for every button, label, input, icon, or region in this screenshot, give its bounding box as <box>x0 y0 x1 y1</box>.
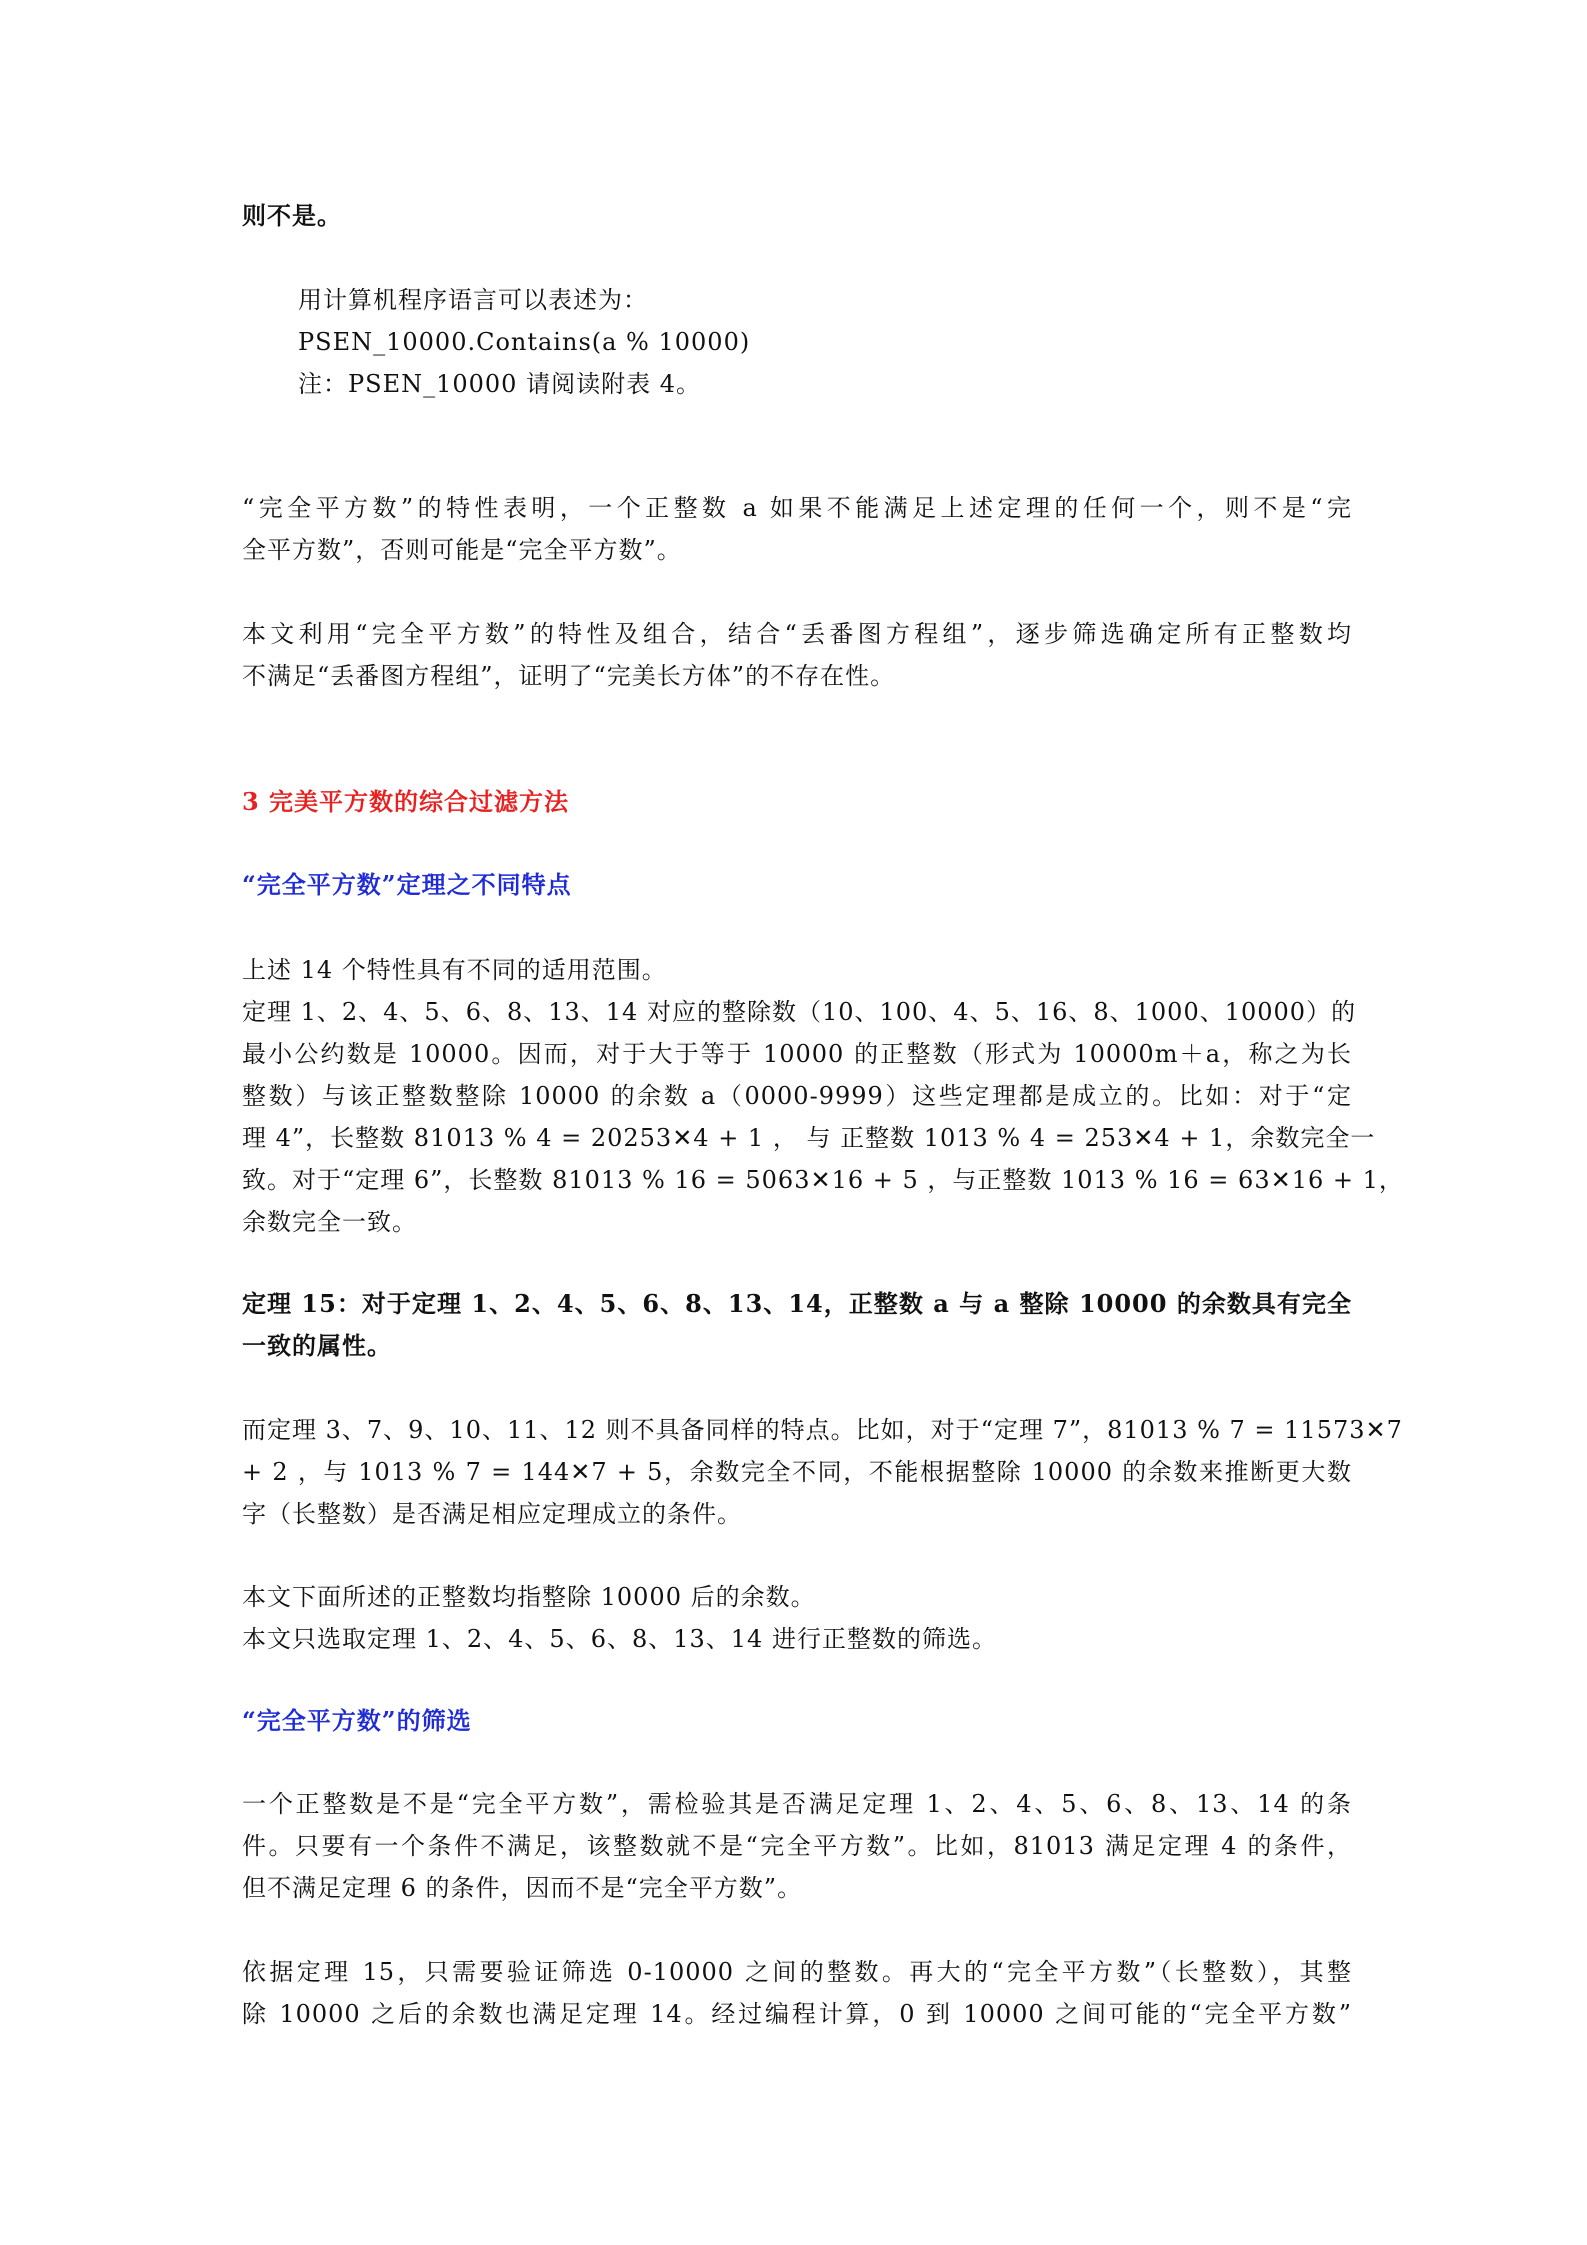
subheading-filtering-text: “完全平方数”的筛选 <box>242 1706 472 1735</box>
theorem-15-paragraph <box>242 1283 1352 1367</box>
scope-line-2: 定理 1、2、4、5、6、8、13、14 对应的整除数（10、100、4、5、16、8、1000、10000）的 <box>242 998 1357 1026</box>
filter-line-2: 件。只要有一个条件不满足，该整数就不是“完全平方数”。比如，81013 满足定理 4 的条件， <box>242 1832 1352 1860</box>
method-paragraph <box>242 613 1352 697</box>
other-theorems-paragraph <box>242 1409 1403 1535</box>
code-intro-line: 用计算机程序语言可以表述为： <box>298 286 648 314</box>
subheading-theorem-features <box>242 864 1352 906</box>
basis-paragraph <box>242 1951 1352 2035</box>
other-theorems-line-1: 而定理 3、7、9、10、11、12 则不具备同样的特点。比如，对于“定理 7”，81013 % 7 = 11573✕7 <box>242 1416 1403 1444</box>
subheading-filtering <box>242 1700 1352 1742</box>
section-3-heading-text: 3 完美平方数的综合过滤方法 <box>242 787 570 816</box>
scope-line-1: 上述 14 个特性具有不同的适用范围。 <box>242 956 667 984</box>
property-line-1: “完全平方数”的特性表明，一个正整数 a 如果不能满足上述定理的任何一个，则不是“完 <box>242 494 1352 522</box>
code-note-line: 注：PSEN_10000 请阅读附表 4。 <box>298 370 701 398</box>
note-paragraph <box>242 1576 1352 1660</box>
code-note-block <box>298 279 1408 405</box>
scope-line-4: 整数）与该正整数整除 10000 的余数 a（0000-9999）这些定理都是成立的。比如：对于“定 <box>242 1082 1352 1110</box>
intro-tail-text: 则不是。 <box>242 201 342 230</box>
basis-line-2: 除 10000 之后的余数也满足定理 14。经过编程计算，0 到 10000 之间可能的“完全平方数” <box>242 2000 1352 2028</box>
code-expression-line: PSEN_10000.Contains(a % 10000) <box>298 328 751 356</box>
property-paragraph <box>242 487 1352 571</box>
theorem-15-line-1: 定理 15：对于定理 1、2、4、5、6、8、13、14，正整数 a 与 a 整除 10000 的余数具有完全 <box>242 1289 1352 1318</box>
basis-line-1: 依据定理 15，只需要验证筛选 0-10000 之间的整数。再大的“完全平方数”（长整数），其整 <box>242 1958 1352 1986</box>
scope-line-3: 最小公约数是 10000。因而，对于大于等于 10000 的正整数（形式为 10000m＋a，称之为长 <box>242 1040 1352 1068</box>
scope-paragraph <box>242 949 1404 1243</box>
property-line-2: 全平方数”，否则可能是“完全平方数”。 <box>242 536 682 564</box>
note-line-2: 本文只选取定理 1、2、4、5、6、8、13、14 进行正整数的筛选。 <box>242 1625 997 1653</box>
method-line-1: 本文利用“完全平方数”的特性及组合，结合“丢番图方程组”，逐步筛选确定所有正整数均 <box>242 620 1352 648</box>
section-3-heading <box>242 781 1352 823</box>
filter-paragraph <box>242 1783 1352 1909</box>
note-line-1: 本文下面所述的正整数均指整除 10000 后的余数。 <box>242 1583 816 1611</box>
subheading-theorem-features-text: “完全平方数”定理之不同特点 <box>242 870 572 899</box>
scope-line-5: 理 4”，长整数 81013 % 4 = 20253✕4 + 1 ， 与 正整数 1013 % 4 = 253✕4 + 1，余数完全一 <box>242 1124 1376 1152</box>
scope-line-7: 余数完全一致。 <box>242 1208 417 1236</box>
theorem-15-line-2: 一致的属性。 <box>242 1331 392 1360</box>
filter-line-1: 一个正整数是不是“完全平方数”，需检验其是否满足定理 1、2、4、5、6、8、13、14 的条 <box>242 1790 1352 1818</box>
scope-line-6: 致。对于“定理 6”，长整数 81013 % 16 = 5063✕16 + 5 ，与正整数 1013 % 16 = 63✕16 + 1， <box>242 1166 1404 1194</box>
intro-tail-paragraph <box>242 195 1352 237</box>
other-theorems-line-3: 字（长整数）是否满足相应定理成立的条件。 <box>242 1500 742 1528</box>
method-line-2: 不满足“丢番图方程组”，证明了“完美长方体”的不存在性。 <box>242 662 896 690</box>
other-theorems-line-2: + 2 ，与 1013 % 7 = 144✕7 + 5，余数完全不同，不能根据整除 10000 的余数来推断更大数 <box>242 1458 1352 1486</box>
filter-line-3: 但不满足定理 6 的条件，因而不是“完全平方数”。 <box>242 1874 803 1902</box>
